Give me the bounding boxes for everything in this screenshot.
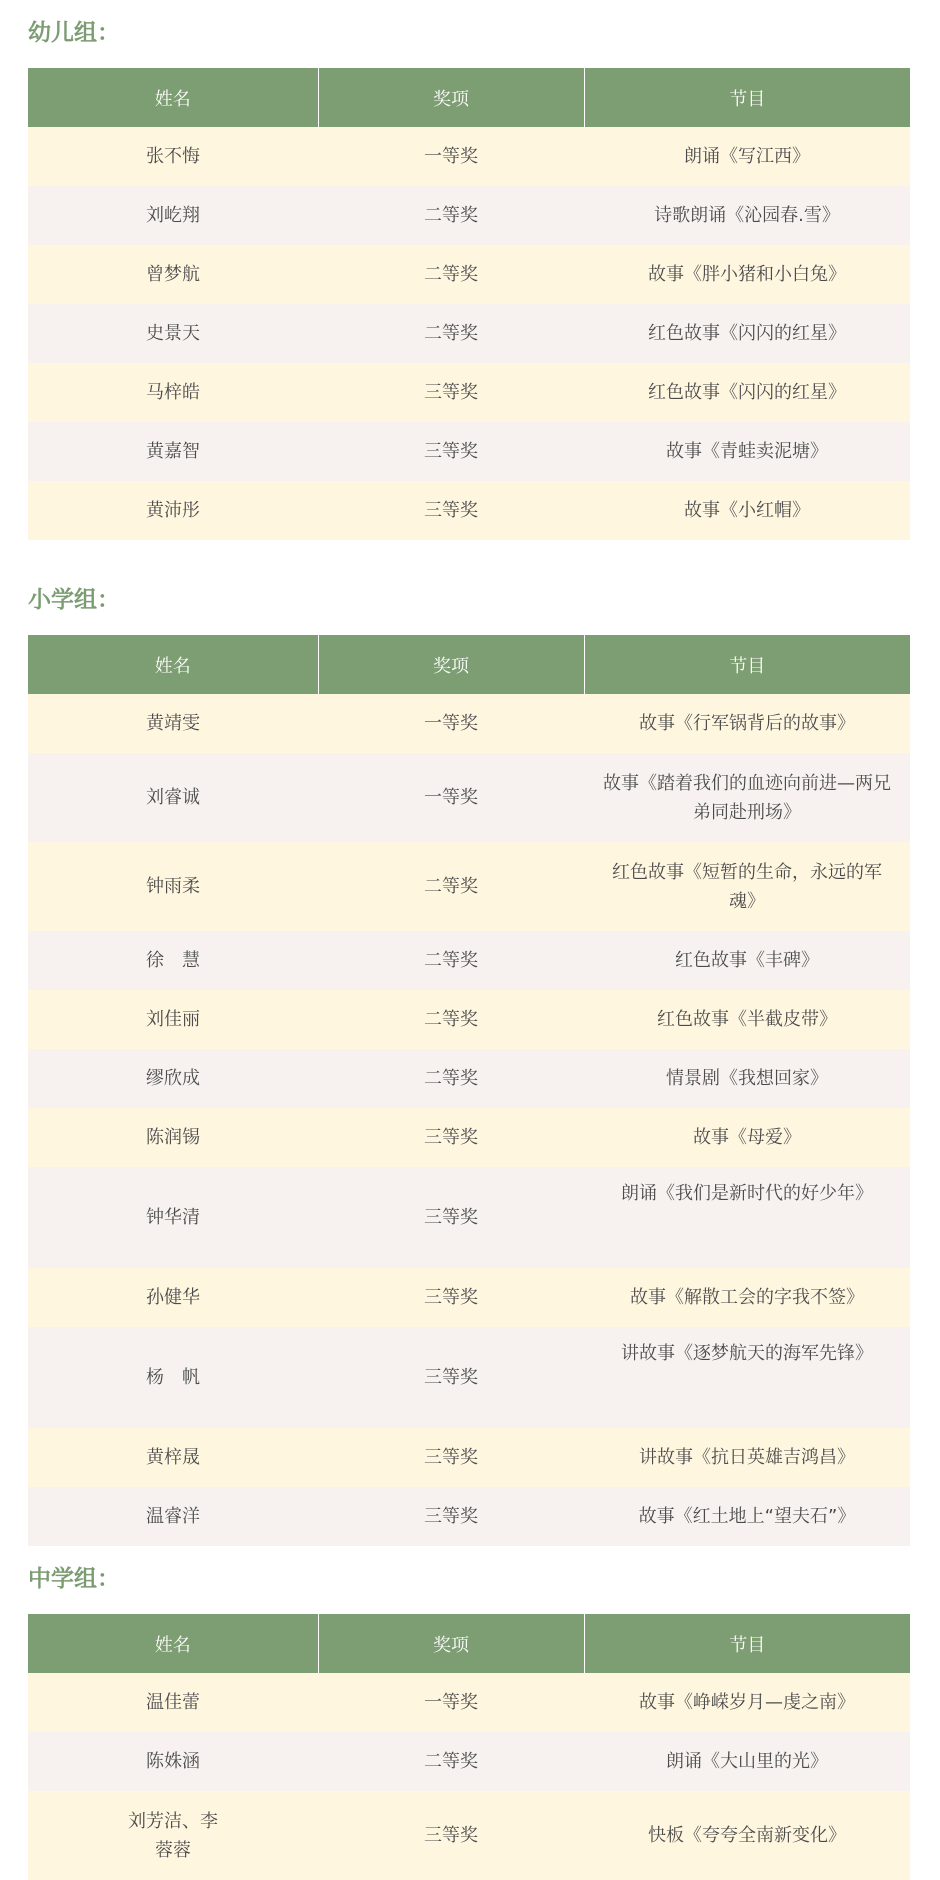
cell-award: 三等奖	[318, 1108, 584, 1167]
cell-award: 一等奖	[318, 127, 584, 186]
cell-program: 诗歌朗诵《沁园春.雪》	[584, 186, 910, 245]
cell-award: 三等奖	[318, 363, 584, 422]
cell-program: 朗诵《写江西》	[584, 127, 910, 186]
group-title-primary: 小学组：	[28, 587, 120, 613]
cell-award: 二等奖	[318, 186, 584, 245]
cell-program: 故事《胖小猪和小白兔》	[584, 245, 910, 304]
table-row	[28, 1791, 910, 1880]
header-name: 姓名	[28, 635, 318, 694]
cell-award: 二等奖	[318, 304, 584, 363]
cell-program: 朗诵《我们是新时代的好少年》	[584, 1167, 910, 1268]
group-title-secondary: 中学组：	[28, 1566, 120, 1592]
cell-name: 曾梦航	[28, 245, 318, 304]
cell-award: 三等奖	[318, 1167, 584, 1268]
cell-award: 三等奖	[318, 1268, 584, 1327]
table-row	[28, 363, 910, 422]
cell-name: 黄沛彤	[28, 481, 318, 540]
table-row	[28, 1108, 910, 1167]
table-row	[28, 245, 910, 304]
cell-name: 马梓皓	[28, 363, 318, 422]
table-header-row	[28, 635, 910, 694]
cell-name: 张不悔	[28, 127, 318, 186]
table-row	[28, 422, 910, 481]
cell-program: 红色故事《丰碑》	[584, 931, 910, 990]
table-row	[28, 1428, 910, 1487]
cell-award: 二等奖	[318, 931, 584, 990]
cell-program: 故事《红土地上“望夫石”》	[584, 1487, 910, 1546]
header-program: 节目	[584, 68, 910, 127]
cell-award: 一等奖	[318, 694, 584, 753]
cell-name: 刘芳洁、李蓉蓉	[28, 1791, 318, 1880]
header-award: 奖项	[318, 68, 584, 127]
cell-program: 红色故事《半截皮带》	[584, 990, 910, 1049]
cell-program: 故事《峥嵘岁月—虔之南》	[584, 1673, 910, 1732]
table-header-row	[28, 68, 910, 127]
cell-name: 钟雨柔	[28, 842, 318, 931]
table-row	[28, 1673, 910, 1732]
award-table-secondary	[28, 1614, 910, 1880]
cell-name: 孙健华	[28, 1268, 318, 1327]
cell-award: 三等奖	[318, 481, 584, 540]
cell-program: 故事《行军锅背后的故事》	[584, 694, 910, 753]
cell-name: 史景天	[28, 304, 318, 363]
cell-award: 三等奖	[318, 1327, 584, 1428]
cell-award: 三等奖	[318, 1487, 584, 1546]
cell-program: 讲故事《逐梦航天的海军先锋》	[584, 1327, 910, 1428]
cell-name: 徐 慧	[28, 931, 318, 990]
cell-award: 一等奖	[318, 1673, 584, 1732]
cell-award: 三等奖	[318, 1428, 584, 1487]
cell-award: 二等奖	[318, 990, 584, 1049]
header-award: 奖项	[318, 635, 584, 694]
cell-program: 快板《夸夸全南新变化》	[584, 1791, 910, 1880]
award-table-preschool	[28, 68, 910, 540]
header-name: 姓名	[28, 1614, 318, 1673]
cell-program: 故事《小红帽》	[584, 481, 910, 540]
cell-name: 温睿洋	[28, 1487, 318, 1546]
cell-award: 二等奖	[318, 842, 584, 931]
cell-program: 朗诵《大山里的光》	[584, 1732, 910, 1791]
header-program: 节目	[584, 635, 910, 694]
cell-award: 二等奖	[318, 1049, 584, 1108]
header-name: 姓名	[28, 68, 318, 127]
header-program: 节目	[584, 1614, 910, 1673]
header-award: 奖项	[318, 1614, 584, 1673]
award-table-primary	[28, 635, 910, 1546]
cell-name: 刘睿诚	[28, 753, 318, 842]
table-row	[28, 304, 910, 363]
cell-program: 红色故事《闪闪的红星》	[584, 304, 910, 363]
cell-name: 缪欣成	[28, 1049, 318, 1108]
table-row	[28, 842, 910, 931]
cell-name: 杨 帆	[28, 1327, 318, 1428]
cell-program: 红色故事《短暂的生命，永远的军魂》	[584, 842, 910, 931]
cell-name: 温佳蕾	[28, 1673, 318, 1732]
cell-name: 黄梓晟	[28, 1428, 318, 1487]
table-header-row	[28, 1614, 910, 1673]
table-row	[28, 1732, 910, 1791]
cell-program: 故事《母爱》	[584, 1108, 910, 1167]
table-row	[28, 753, 910, 842]
table-row	[28, 990, 910, 1049]
table-row	[28, 1268, 910, 1327]
cell-award: 三等奖	[318, 1791, 584, 1880]
table-row	[28, 1487, 910, 1546]
cell-name: 陈姝涵	[28, 1732, 318, 1791]
cell-program: 故事《踏着我们的血迹向前进—两兄弟同赴刑场》	[584, 753, 910, 842]
cell-award: 二等奖	[318, 1732, 584, 1791]
cell-program: 情景剧《我想回家》	[584, 1049, 910, 1108]
cell-name: 刘佳丽	[28, 990, 318, 1049]
cell-program: 讲故事《抗日英雄吉鸿昌》	[584, 1428, 910, 1487]
cell-award: 一等奖	[318, 753, 584, 842]
table-row	[28, 186, 910, 245]
group-title-preschool: 幼儿组：	[28, 20, 120, 46]
table-row	[28, 127, 910, 186]
cell-program: 故事《青蛙卖泥塘》	[584, 422, 910, 481]
table-row	[28, 1049, 910, 1108]
table-row	[28, 1167, 910, 1268]
table-row	[28, 481, 910, 540]
table-row	[28, 1327, 910, 1428]
cell-program: 故事《解散工会的字我不签》	[584, 1268, 910, 1327]
table-row	[28, 931, 910, 990]
table-row	[28, 694, 910, 753]
cell-program: 红色故事《闪闪的红星》	[584, 363, 910, 422]
cell-award: 二等奖	[318, 245, 584, 304]
cell-award: 三等奖	[318, 422, 584, 481]
cell-name: 陈润锡	[28, 1108, 318, 1167]
cell-name: 钟华清	[28, 1167, 318, 1268]
cell-name: 刘屹翔	[28, 186, 318, 245]
cell-name: 黄嘉智	[28, 422, 318, 481]
cell-name: 黄靖雯	[28, 694, 318, 753]
